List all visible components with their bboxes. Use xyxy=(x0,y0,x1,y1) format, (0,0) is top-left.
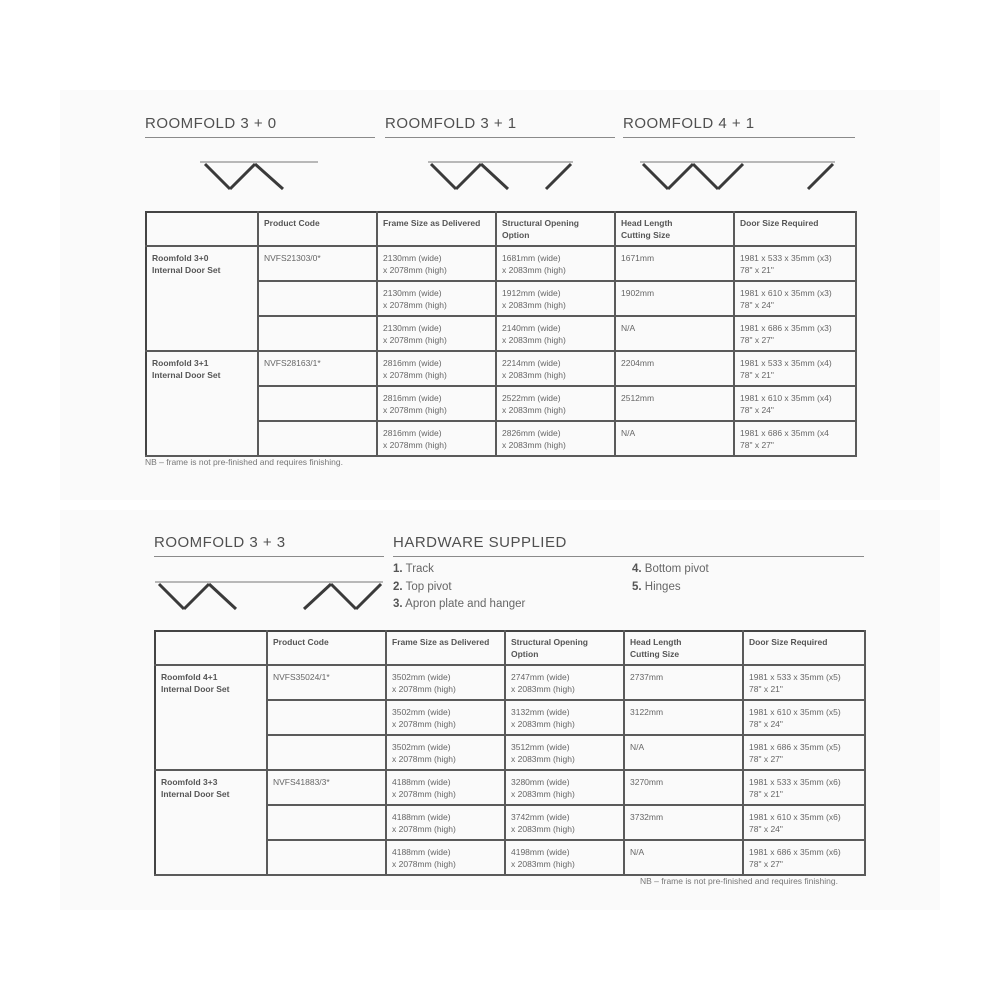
door-fold-3-3-icon xyxy=(155,580,385,612)
header-product-code: Product Code xyxy=(258,212,377,246)
product-name-cell xyxy=(155,770,267,875)
door-size-line: 1981 x 686 x 35mm (x6) xyxy=(749,847,841,857)
frame-size-line: x 2078mm (high) xyxy=(383,405,447,415)
frame-size-cell xyxy=(377,386,496,421)
structural-opening-line: x 2083mm (high) xyxy=(502,300,566,310)
frame-size-line: 2130mm (wide) xyxy=(383,253,442,263)
structural-opening-cell xyxy=(496,386,615,421)
door-size-cell xyxy=(734,281,856,316)
structural-opening-line: x 2083mm (high) xyxy=(511,859,575,869)
door-size-line: 78" x 24" xyxy=(740,405,774,415)
frame-size-line: x 2078mm (high) xyxy=(392,824,456,834)
door-size-cell xyxy=(743,805,865,840)
header-frame-size: Frame Size as Delivered xyxy=(377,212,496,246)
door-size-line: 1981 x 533 x 35mm (x6) xyxy=(749,777,841,787)
frame-size-cell xyxy=(386,805,505,840)
heading-hardware-supplied: HARDWARE SUPPLIED xyxy=(393,534,864,557)
door-size-line: 1981 x 686 x 35mm (x3) xyxy=(740,323,832,333)
door-size-cell xyxy=(743,770,865,805)
door-size-line: 1981 x 610 x 35mm (x6) xyxy=(749,812,841,822)
door-size-line: 1981 x 533 x 35mm (x3) xyxy=(740,253,832,263)
structural-opening-cell xyxy=(496,246,615,281)
hardware-number: 1. xyxy=(393,563,403,575)
door-size-line: 1981 x 533 x 35mm (x4) xyxy=(740,358,832,368)
product-code-cell xyxy=(258,421,377,456)
header-frame-size: Frame Size as Delivered xyxy=(386,631,505,665)
frame-size-cell xyxy=(386,735,505,770)
header-structural-opening xyxy=(496,212,615,246)
structural-opening-cell xyxy=(496,421,615,456)
product-name-cell xyxy=(146,246,258,351)
door-fold-4-1-icon xyxy=(640,160,840,192)
frame-size-line: x 2078mm (high) xyxy=(383,300,447,310)
frame-size-line: x 2078mm (high) xyxy=(392,719,456,729)
heading-roomfold-3-1: ROOMFOLD 3 + 1 xyxy=(385,115,615,138)
roomfold-spec-table-2 xyxy=(154,630,866,876)
door-size-line: 78" x 27" xyxy=(749,859,783,869)
frame-size-line: x 2078mm (high) xyxy=(383,265,447,275)
head-length-cell: N/A xyxy=(624,735,743,770)
frame-size-line: x 2078mm (high) xyxy=(383,370,447,380)
door-fold-3-1-icon xyxy=(428,160,578,192)
structural-opening-line: 3742mm (wide) xyxy=(511,812,570,822)
door-size-line: 78" x 27" xyxy=(740,440,774,450)
frame-size-line: 2130mm (wide) xyxy=(383,288,442,298)
head-length-cell: 2737mm xyxy=(624,665,743,700)
heading-roomfold-3-3: ROOMFOLD 3 + 3 xyxy=(154,534,384,557)
frame-size-line: 3502mm (wide) xyxy=(392,742,451,752)
hardware-item-1 xyxy=(393,563,434,575)
hardware-number: 2. xyxy=(393,581,403,593)
structural-opening-line: x 2083mm (high) xyxy=(511,824,575,834)
hardware-number: 4. xyxy=(632,563,642,575)
hardware-item-4 xyxy=(632,563,709,575)
structural-opening-cell xyxy=(505,805,624,840)
frame-size-line: x 2078mm (high) xyxy=(392,684,456,694)
product-code-cell: NVFS28163/1* xyxy=(258,351,377,386)
door-size-line: 1981 x 610 x 35mm (x4) xyxy=(740,393,832,403)
frame-size-line: x 2078mm (high) xyxy=(392,789,456,799)
frame-size-cell xyxy=(386,665,505,700)
table-header-row xyxy=(155,631,865,665)
structural-opening-line: 2826mm (wide) xyxy=(502,428,561,438)
structural-opening-cell xyxy=(496,281,615,316)
structural-opening-line: x 2083mm (high) xyxy=(511,719,575,729)
hardware-label: Bottom pivot xyxy=(644,563,709,575)
frame-size-line: 4188mm (wide) xyxy=(392,777,451,787)
structural-opening-line: x 2083mm (high) xyxy=(502,335,566,345)
structural-opening-cell xyxy=(505,840,624,875)
hardware-label: Top pivot xyxy=(405,581,452,593)
door-size-line: 78" x 24" xyxy=(749,719,783,729)
frame-size-line: 3502mm (wide) xyxy=(392,672,451,682)
door-size-line: 78" x 24" xyxy=(740,300,774,310)
header-line: Cutting Size xyxy=(630,649,680,659)
header-head-length xyxy=(615,212,734,246)
structural-opening-line: 1681mm (wide) xyxy=(502,253,561,263)
door-size-cell xyxy=(743,840,865,875)
door-size-line: 1981 x 686 x 35mm (x4 xyxy=(740,428,829,438)
door-size-line: 1981 x 610 x 35mm (x5) xyxy=(749,707,841,717)
product-name-cell xyxy=(155,665,267,770)
door-size-cell xyxy=(743,735,865,770)
hardware-label: Hinges xyxy=(644,581,681,593)
heading-roomfold-3-0: ROOMFOLD 3 + 0 xyxy=(145,115,375,138)
table-body xyxy=(146,246,856,456)
product-name-cell xyxy=(146,351,258,456)
head-length-cell: 3270mm xyxy=(624,770,743,805)
frame-size-cell xyxy=(377,316,496,351)
table-body xyxy=(155,665,865,875)
door-size-line: 78" x 27" xyxy=(749,754,783,764)
product-code-cell: NVFS21303/0* xyxy=(258,246,377,281)
structural-opening-line: x 2083mm (high) xyxy=(511,754,575,764)
door-size-cell xyxy=(734,386,856,421)
product-code-cell xyxy=(267,735,386,770)
structural-opening-line: 3132mm (wide) xyxy=(511,707,570,717)
structural-opening-line: x 2083mm (high) xyxy=(502,405,566,415)
structural-opening-line: x 2083mm (high) xyxy=(502,265,566,275)
product-code-cell: NVFS41883/3* xyxy=(267,770,386,805)
frame-size-line: x 2078mm (high) xyxy=(383,335,447,345)
frame-size-line: x 2078mm (high) xyxy=(383,440,447,450)
frame-size-cell xyxy=(377,246,496,281)
structural-opening-line: x 2083mm (high) xyxy=(502,440,566,450)
head-length-cell: 2512mm xyxy=(615,386,734,421)
structural-opening-line: x 2083mm (high) xyxy=(511,789,575,799)
frame-size-cell xyxy=(377,351,496,386)
structural-opening-line: x 2083mm (high) xyxy=(511,684,575,694)
frame-size-line: x 2078mm (high) xyxy=(392,754,456,764)
product-name-line: Roomfold 3+3 xyxy=(161,777,218,787)
header-line: Structural Opening xyxy=(511,637,588,647)
door-size-cell xyxy=(734,246,856,281)
hardware-number: 5. xyxy=(632,581,642,593)
table-row xyxy=(146,351,856,386)
product-name-line: Internal Door Set xyxy=(161,789,230,799)
product-name-line: Roomfold 3+0 xyxy=(152,253,209,263)
frame-size-line: 2816mm (wide) xyxy=(383,358,442,368)
roomfold-spec-table-1 xyxy=(145,211,857,457)
structural-opening-cell xyxy=(505,700,624,735)
door-size-cell xyxy=(734,316,856,351)
frame-size-line: 3502mm (wide) xyxy=(392,707,451,717)
product-code-cell: NVFS35024/1* xyxy=(267,665,386,700)
product-code-cell xyxy=(267,700,386,735)
product-code-cell xyxy=(267,840,386,875)
structural-opening-cell xyxy=(496,316,615,351)
header-line: Head Length xyxy=(621,218,673,228)
frame-size-cell xyxy=(386,770,505,805)
head-length-cell: 1902mm xyxy=(615,281,734,316)
hardware-item-3 xyxy=(393,598,525,610)
finishing-note-1: NB – frame is not pre-finished and requires finishing. xyxy=(145,457,343,467)
structural-opening-line: x 2083mm (high) xyxy=(502,370,566,380)
product-code-cell xyxy=(258,281,377,316)
door-size-cell xyxy=(734,351,856,386)
door-size-cell xyxy=(734,421,856,456)
product-name-line: Roomfold 3+1 xyxy=(152,358,209,368)
structural-opening-cell xyxy=(505,665,624,700)
table-header-row xyxy=(146,212,856,246)
hardware-number: 3. xyxy=(393,598,403,610)
head-length-cell: 3122mm xyxy=(624,700,743,735)
door-size-line: 1981 x 686 x 35mm (x5) xyxy=(749,742,841,752)
header-door-size: Door Size Required xyxy=(734,212,856,246)
door-size-line: 78" x 21" xyxy=(740,265,774,275)
head-length-cell: N/A xyxy=(615,316,734,351)
head-length-cell: 2204mm xyxy=(615,351,734,386)
product-name-line: Internal Door Set xyxy=(152,370,221,380)
hardware-label: Track xyxy=(405,563,434,575)
product-code-cell xyxy=(258,386,377,421)
header-structural-opening xyxy=(505,631,624,665)
door-size-line: 1981 x 610 x 35mm (x3) xyxy=(740,288,832,298)
hardware-label: Apron plate and hanger xyxy=(405,598,526,610)
door-size-line: 78" x 27" xyxy=(740,335,774,345)
structural-opening-cell xyxy=(505,735,624,770)
head-length-cell: N/A xyxy=(624,840,743,875)
header-line: Structural Opening xyxy=(502,218,579,228)
structural-opening-cell xyxy=(496,351,615,386)
header-blank xyxy=(146,212,258,246)
product-name-line: Internal Door Set xyxy=(161,684,230,694)
header-line: Option xyxy=(502,230,530,240)
frame-size-line: x 2078mm (high) xyxy=(392,859,456,869)
structural-opening-line: 4198mm (wide) xyxy=(511,847,570,857)
frame-size-cell xyxy=(377,281,496,316)
frame-size-line: 2816mm (wide) xyxy=(383,393,442,403)
structural-opening-line: 2214mm (wide) xyxy=(502,358,561,368)
header-line: Head Length xyxy=(630,637,682,647)
frame-size-line: 4188mm (wide) xyxy=(392,812,451,822)
door-size-line: 78" x 21" xyxy=(749,789,783,799)
product-name-line: Roomfold 4+1 xyxy=(161,672,218,682)
structural-opening-line: 3280mm (wide) xyxy=(511,777,570,787)
head-length-cell: N/A xyxy=(615,421,734,456)
product-code-cell xyxy=(267,805,386,840)
structural-opening-line: 3512mm (wide) xyxy=(511,742,570,752)
door-fold-3-0-icon xyxy=(200,160,320,192)
table-row xyxy=(155,665,865,700)
structural-opening-line: 1912mm (wide) xyxy=(502,288,561,298)
structural-opening-cell xyxy=(505,770,624,805)
hardware-item-5 xyxy=(632,581,681,593)
door-size-cell xyxy=(743,665,865,700)
door-size-line: 1981 x 533 x 35mm (x5) xyxy=(749,672,841,682)
frame-size-line: 4188mm (wide) xyxy=(392,847,451,857)
structural-opening-line: 2140mm (wide) xyxy=(502,323,561,333)
table-row xyxy=(146,246,856,281)
structural-opening-line: 2522mm (wide) xyxy=(502,393,561,403)
finishing-note-2: NB – frame is not pre-finished and requires finishing. xyxy=(640,876,838,886)
hardware-item-2 xyxy=(393,581,452,593)
header-door-size: Door Size Required xyxy=(743,631,865,665)
frame-size-cell xyxy=(386,840,505,875)
heading-roomfold-4-1: ROOMFOLD 4 + 1 xyxy=(623,115,855,138)
frame-size-cell xyxy=(386,700,505,735)
door-size-line: 78" x 21" xyxy=(749,684,783,694)
head-length-cell: 1671mm xyxy=(615,246,734,281)
product-name-line: Internal Door Set xyxy=(152,265,221,275)
frame-size-line: 2816mm (wide) xyxy=(383,428,442,438)
frame-size-cell xyxy=(377,421,496,456)
door-size-line: 78" x 24" xyxy=(749,824,783,834)
door-size-line: 78" x 21" xyxy=(740,370,774,380)
header-blank xyxy=(155,631,267,665)
header-line: Cutting Size xyxy=(621,230,671,240)
head-length-cell: 3732mm xyxy=(624,805,743,840)
header-head-length xyxy=(624,631,743,665)
product-code-cell xyxy=(258,316,377,351)
header-line: Option xyxy=(511,649,539,659)
table-row xyxy=(155,770,865,805)
structural-opening-line: 2747mm (wide) xyxy=(511,672,570,682)
frame-size-line: 2130mm (wide) xyxy=(383,323,442,333)
door-size-cell xyxy=(743,700,865,735)
header-product-code: Product Code xyxy=(267,631,386,665)
